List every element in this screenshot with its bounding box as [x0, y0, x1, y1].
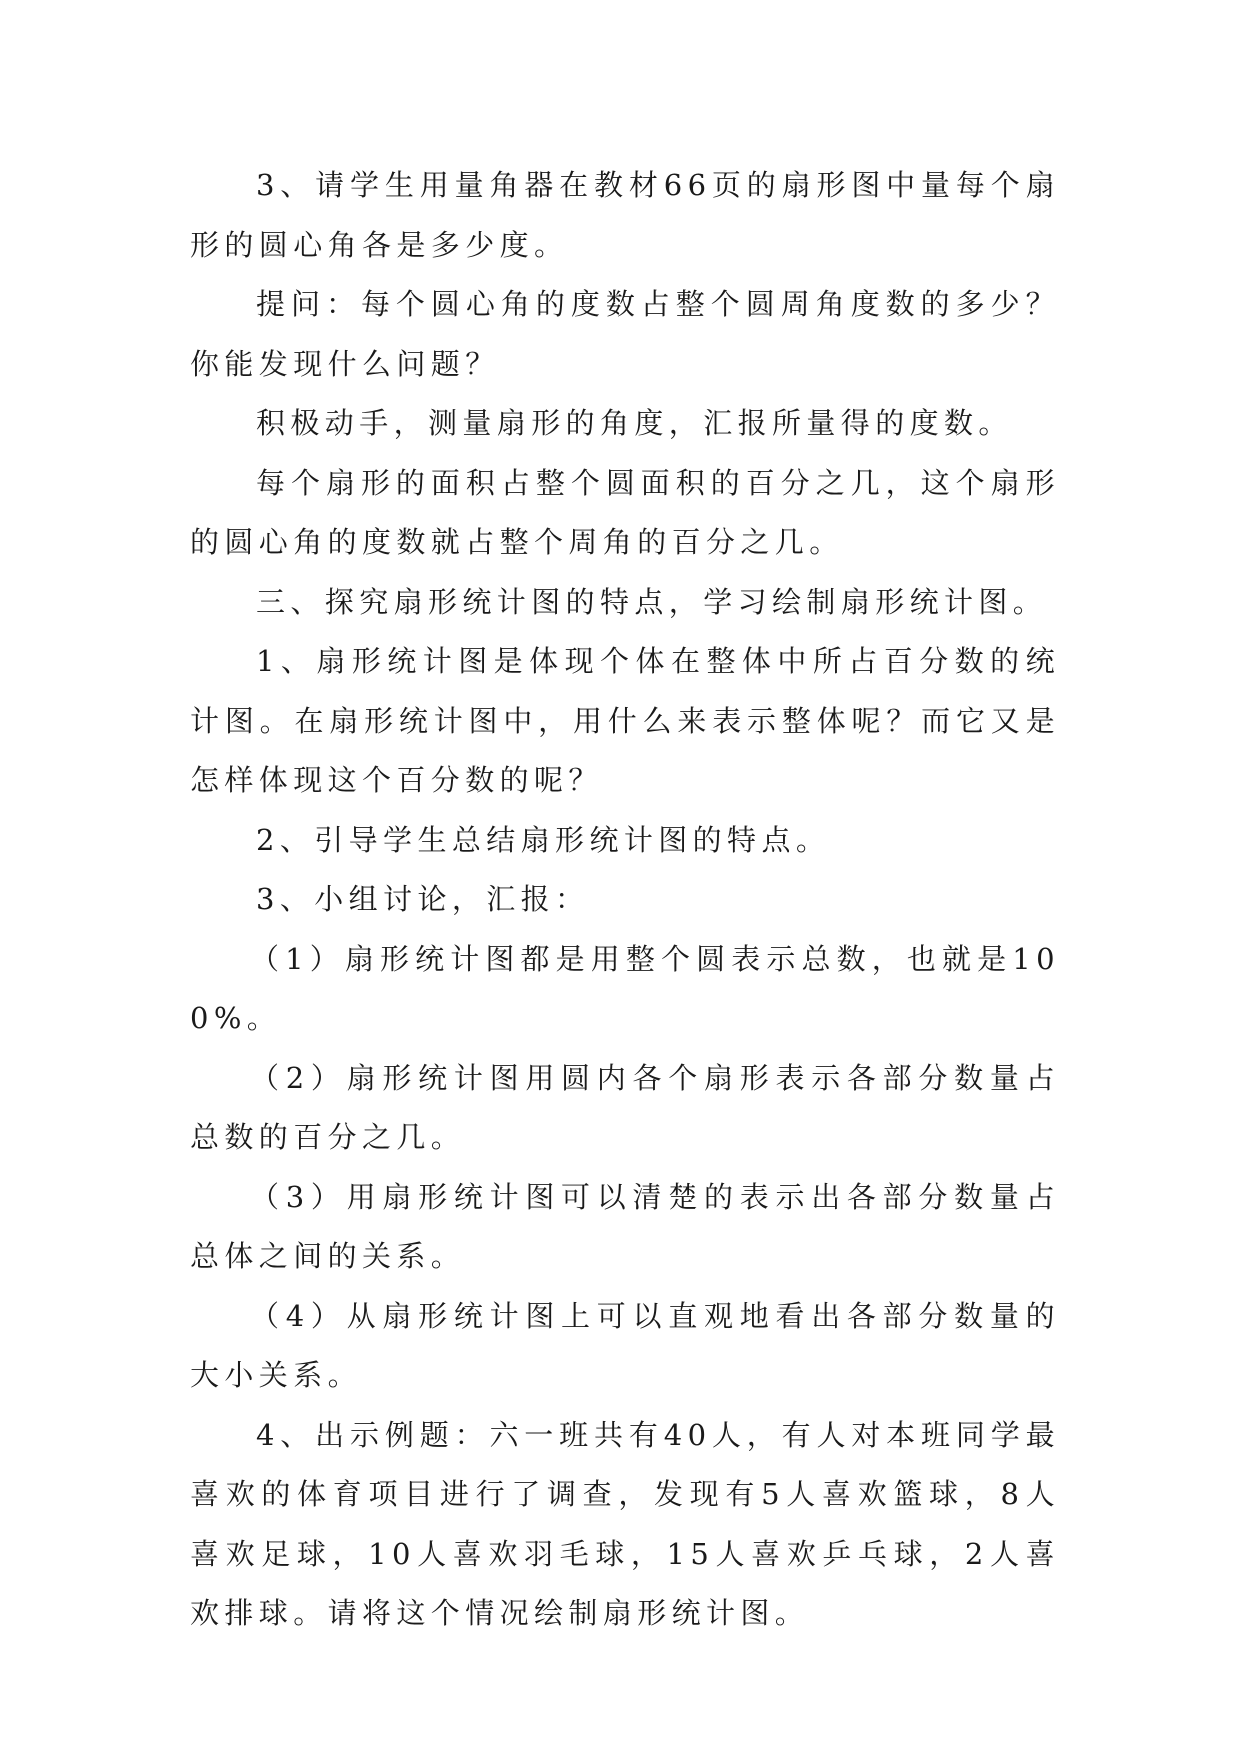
- list-item-feature-4: （4）从扇形统计图上可以直观地看出各部分数量的大小关系。: [190, 1298, 1060, 1392]
- paragraph-conclusion: 每个扇形的面积占整个圆面积的百分之几，这个扇形的圆心角的度数就占整个周角的百分之几。: [190, 465, 1060, 559]
- list-item-feature-3: （3）用扇形统计图可以清楚的表示出各部分数量占总体之间的关系。: [190, 1179, 1060, 1273]
- paragraph-hands-on: 积极动手，测量扇形的角度，汇报所量得的度数。: [256, 406, 1013, 440]
- paragraph-measure-angles: 3、请学生用量角器在教材66页的扇形图中量每个扇形的圆心角各是多少度。: [190, 168, 1060, 262]
- paragraph-item-2: 2、引导学生总结扇形统计图的特点。: [256, 822, 831, 857]
- list-item-feature-2: （2）扇形统计图用圆内各个扇形表示各部分数量占总数的百分之几。: [190, 1060, 1060, 1154]
- list-item-feature-1: （1）扇形统计图都是用整个圆表示总数，也就是100%。: [190, 941, 1060, 1035]
- paragraph-item-1: 1、扇形统计图是体现个体在整体中所占百分数的统计图。在扇形统计图中，用什么来表示整体呢？而它又是怎样体现这个百分数的呢？: [190, 644, 1060, 797]
- document-page: [190, 156, 1060, 1644]
- paragraph-question: 提问：每个圆心角的度数占整个圆周角度数的多少？你能发现什么问题？: [190, 287, 1060, 381]
- paragraph-example-problem: 4、出示例题：六一班共有40人，有人对本班同学最喜欢的体育项目进行了调查，发现有5人喜欢篮球，8人喜欢足球，10人喜欢羽毛球，15人喜欢乒乓球，2人喜欢排球。请将这个情况绘制扇形统计图。: [190, 1417, 1060, 1630]
- paragraph-item-3: 3、小组讨论，汇报：: [256, 882, 590, 916]
- section-heading-3: 三、探究扇形统计图的特点，学习绘制扇形统计图。: [256, 584, 1048, 619]
